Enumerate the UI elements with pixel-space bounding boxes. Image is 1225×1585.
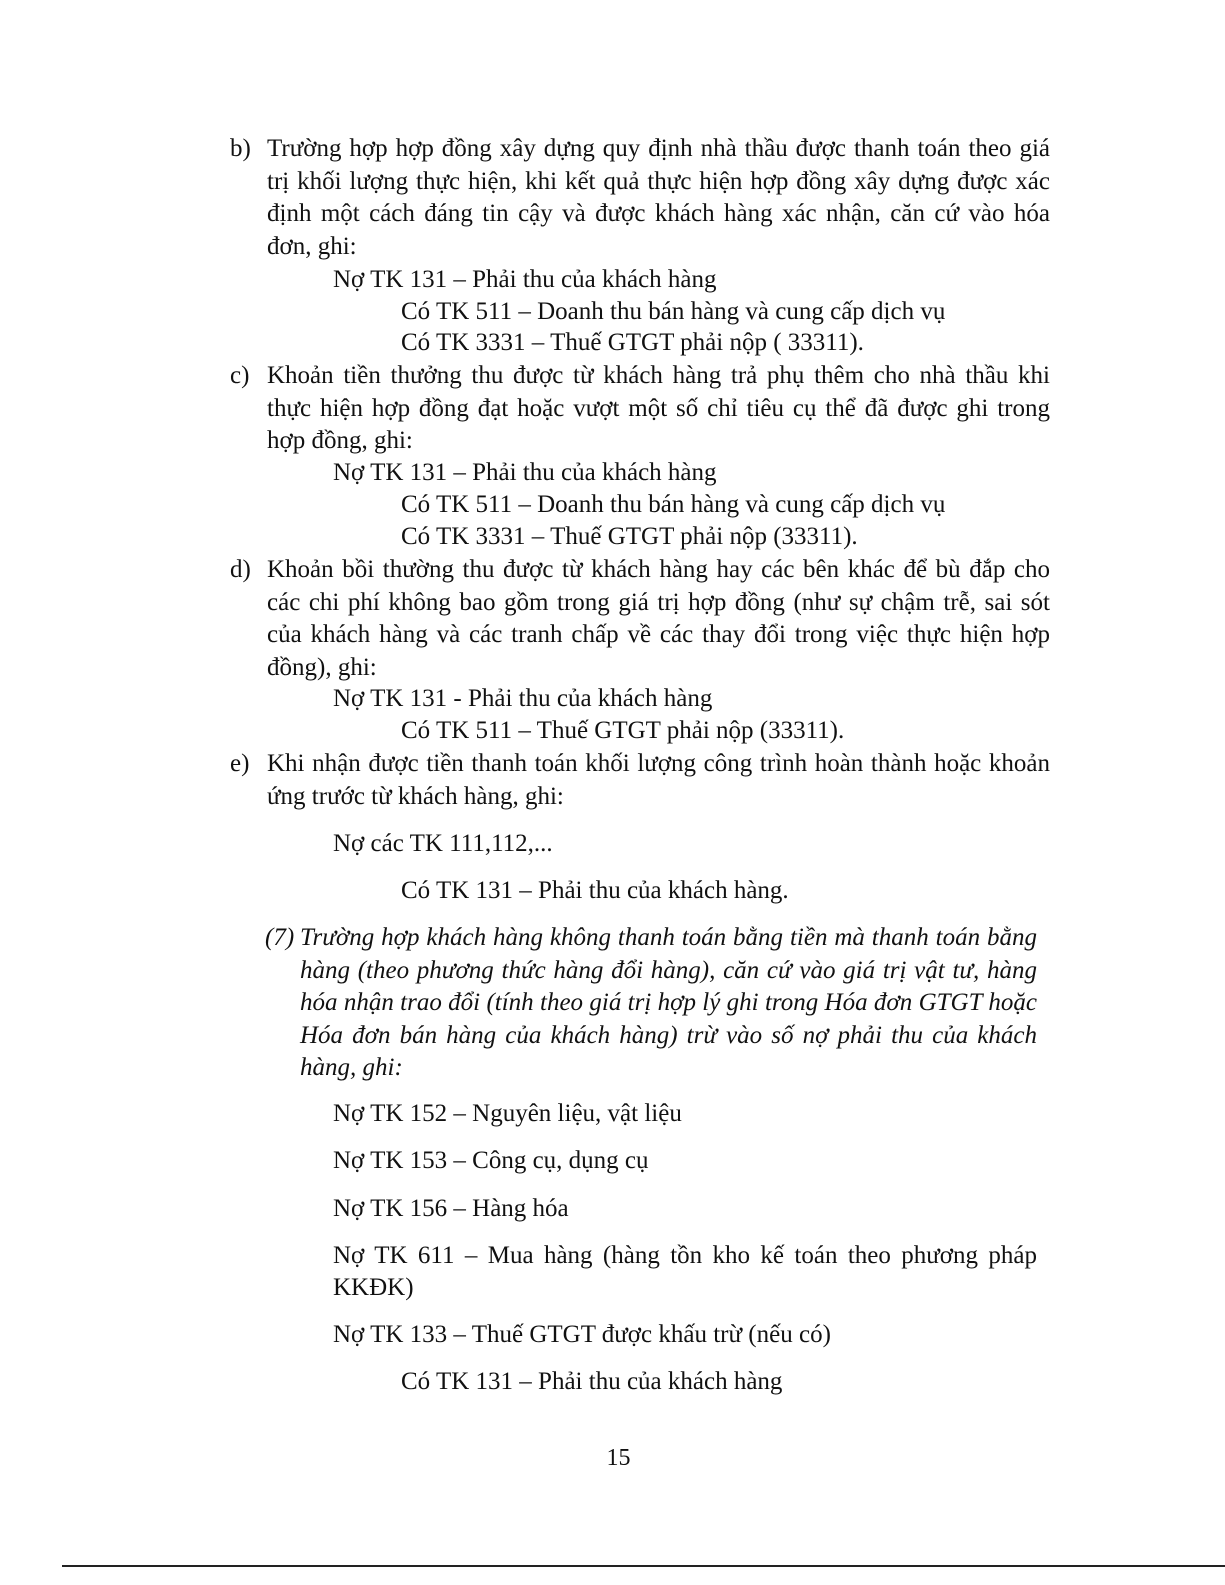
journal-entry-credit: Có TK 3331 – Thuế GTGT phải nộp (33311).: [401, 523, 858, 550]
journal-entry-credit: Có TK 511 – Doanh thu bán hàng và cung cấp dịch vụ: [401, 298, 946, 325]
item-b-text: Trường hợp hợp đồng xây dựng quy định nhà thầu được thanh toán theo giá trị khối lượng thực hiện, khi kết quả thực hiện hợp đồng xây dựng được xác định một cách đáng tin cậy và được khách hàng xác nhận, căn cứ vào hóa đơn, ghi:: [267, 135, 1050, 260]
item-e-marker: e): [230, 750, 250, 777]
item-b: [230, 133, 1050, 263]
journal-entry-credit: Có TK 131 – Phải thu của khách hàng.: [401, 877, 789, 904]
journal-entry-credit: Có TK 131 – Phải thu của khách hàng: [401, 1368, 783, 1395]
item-c-marker: c): [230, 362, 250, 389]
journal-entry-debit: Nợ TK 153 – Công cụ, dụng cụ: [333, 1147, 649, 1174]
journal-entry-debit: Nợ TK 131 - Phải thu của khách hàng: [333, 685, 713, 712]
item-c-text: Khoản tiền thưởng thu được từ khách hàng trả phụ thêm cho nhà thầu khi thực hiện hợp đồng đạt hoặc vượt một số chỉ tiêu cụ thể đã được ghi trong hợp đồng, ghi:: [267, 362, 1050, 454]
journal-entry-debit: Nợ TK 156 – Hàng hóa: [333, 1195, 569, 1222]
journal-entry-debit: Nợ TK 133 – Thuế GTGT được khấu trừ (nếu có): [333, 1321, 831, 1348]
item-d-marker: d): [230, 556, 251, 583]
page-number: 15: [606, 1445, 631, 1471]
item-b-marker: b): [230, 135, 251, 162]
journal-entry-debit: Nợ TK 131 – Phải thu của khách hàng: [333, 266, 717, 293]
page-bottom-rule: [62, 1565, 1225, 1567]
item-7: [265, 922, 1037, 1085]
journal-entry-credit: Có TK 511 – Doanh thu bán hàng và cung cấp dịch vụ: [401, 491, 946, 518]
item-7-marker: (7): [265, 924, 295, 951]
item-d-text: Khoản bồi thường thu được từ khách hàng hay các bên khác để bù đắp cho các chi phí không bao gồm trong giá trị hợp đồng (như sự chậm trễ, sai sót của khách hàng và các tranh chấp về các thay đổi trong việc thực hiện hợp đồng), ghi:: [267, 556, 1050, 681]
item-e: [230, 748, 1050, 813]
item-7-text: Trường hợp khách hàng không thanh toán bằng tiền mà thanh toán bằng hàng (theo phương thức hàng đổi hàng), căn cứ vào giá trị vật tư, hàng hóa nhận trao đổi (tính theo giá trị hợp lý ghi trong Hóa đơn GTGT hoặc Hóa đơn bán hàng của khách hàng) trừ vào số nợ phải thu của khách hàng, ghi:: [300, 924, 1037, 1081]
item-c: [230, 360, 1050, 458]
item-e-text: Khi nhận được tiền thanh toán khối lượng công trình hoàn thành hoặc khoản ứng trước từ khách hàng, ghi:: [267, 750, 1050, 810]
journal-entry-credit: Có TK 3331 – Thuế GTGT phải nộp ( 33311).: [401, 329, 864, 356]
journal-entry-debit: Nợ TK 611 – Mua hàng (hàng tồn kho kế toán theo phương pháp KKĐK): [333, 1242, 1037, 1301]
item-d: [230, 554, 1050, 684]
journal-entry-credit: Có TK 511 – Thuế GTGT phải nộp (33311).: [401, 717, 845, 744]
journal-entry-debit: Nợ TK 131 – Phải thu của khách hàng: [333, 459, 717, 486]
journal-entry-debit: Nợ TK 152 – Nguyên liệu, vật liệu: [333, 1100, 682, 1127]
journal-entry-debit: Nợ các TK 111,112,...: [333, 830, 553, 857]
